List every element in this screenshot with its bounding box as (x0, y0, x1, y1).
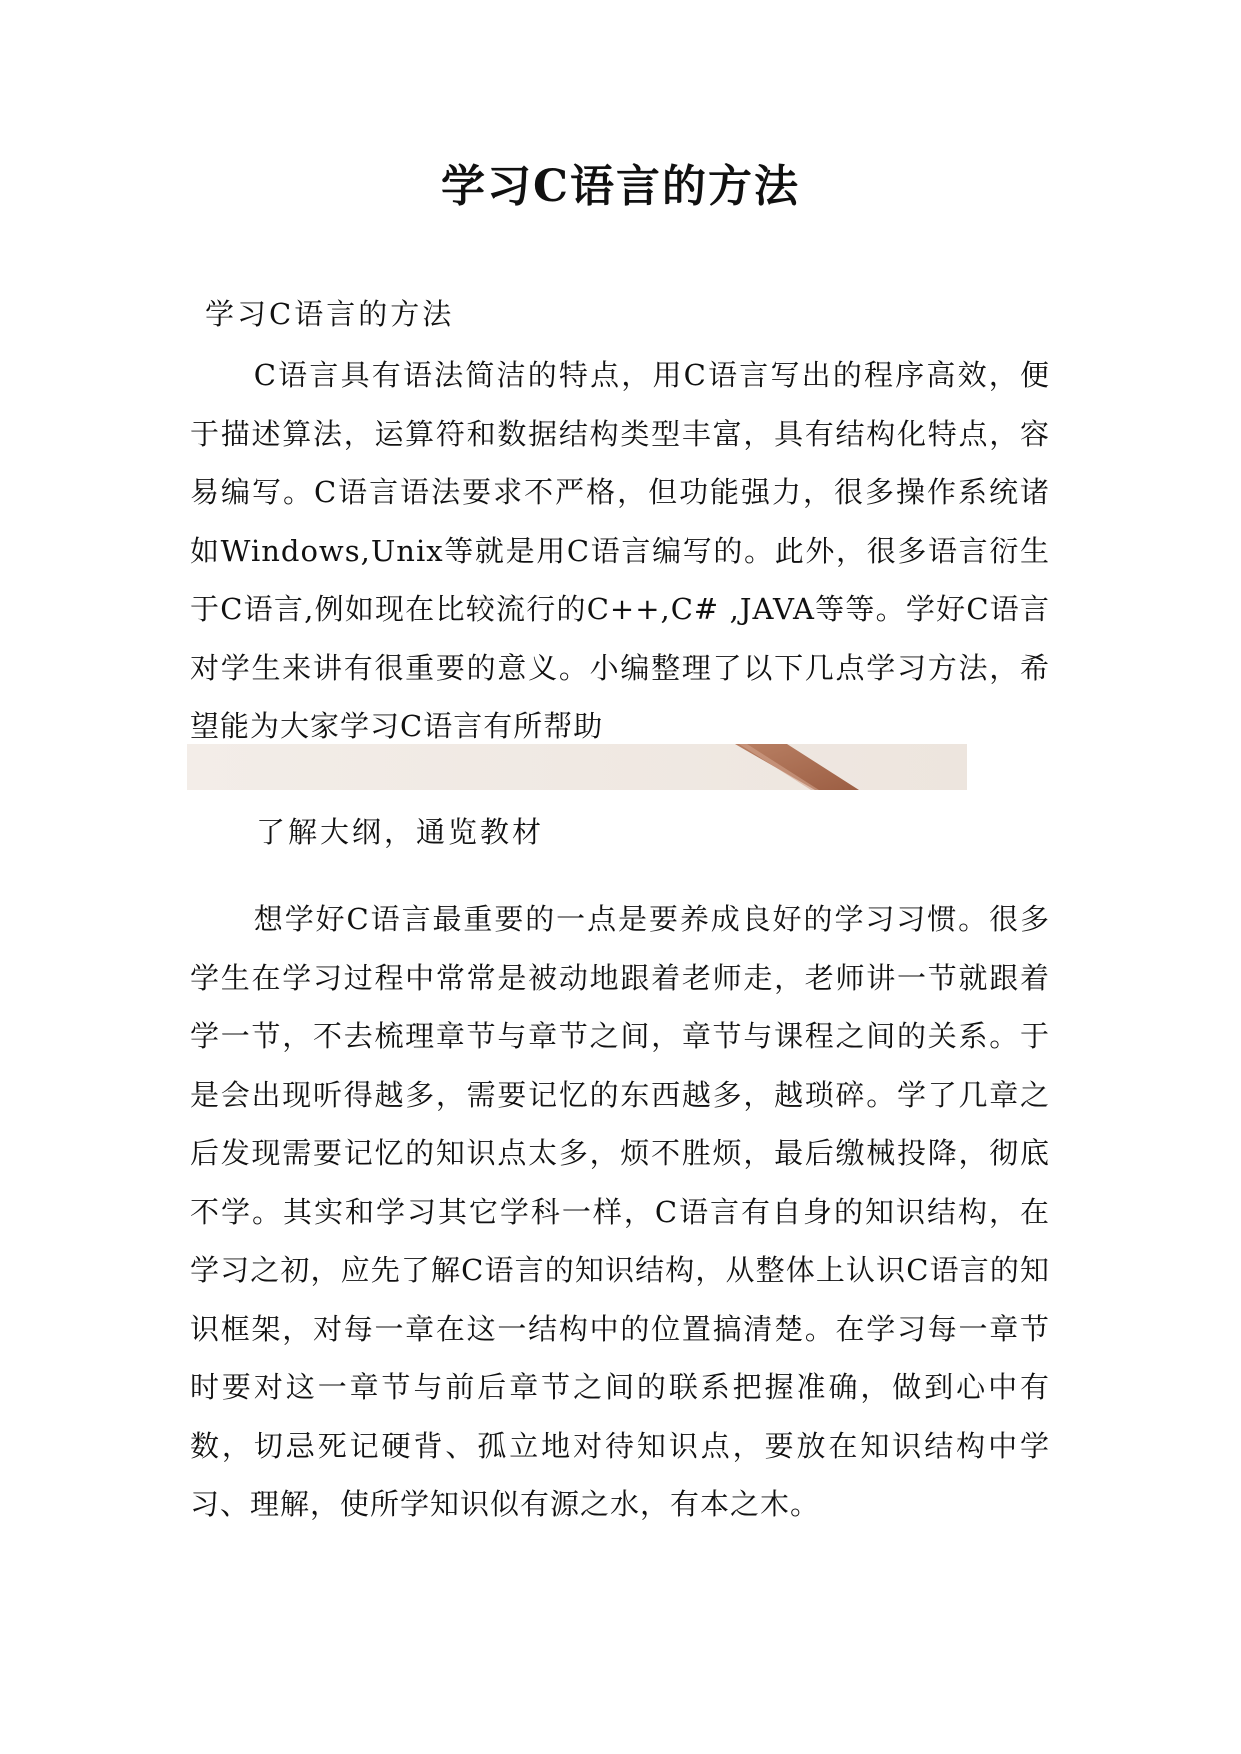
intro-paragraph: C语言具有语法简洁的特点，用C语言写出的程序高效，便于描述算法，运算符和数据结构类型丰富，具有结构化特点，容易编写。C语言语法要求不严格，但功能强力，很多操作系统诸如Windows,Unix等就是用C语言编写的。此外，很多语言衍生于C语言,例如现在比较流行的C++,C# ,JAVA等等。学好C语言对学生来讲有很重要的意义。小编整理了以下几点学习方法，希望能为大家学习C语言有所帮助 (190, 358, 1050, 743)
body-paragraph: 想学好C语言最重要的一点是要养成良好的学习习惯。很多学生在学习过程中常常是被动地跟着老师走，老师讲一节就跟着学一节，不去梳理章节与章节之间，章节与课程之间的关系。于是会出现听得越多，需要记忆的东西越多，越琐碎。学了几章之后发现需要记忆的知识点太多，烦不胜烦，最后缴械投降，彻底不学。其实和学习其它学科一样，C语言有自身的知识结构，在学习之初，应先了解C语言的知识结构，从整体上认识C语言的知识框架，对每一章在这一结构中的位置搞清楚。在学习每一章节时要对这一章节与前后章节之间的联系把握准确，做到心中有数，切忌死记硬背、孤立地对待知识点，要放在知识结构中学习、理解，使所学知识似有源之水，有本之木。 (190, 902, 1050, 1521)
document-subtitle: 学习C语言的方法 (205, 297, 455, 331)
cropped-photo (187, 744, 967, 790)
section-heading: 了解大纲，通览教材 (256, 815, 545, 849)
document-title: 学习C语言的方法 (440, 161, 801, 212)
